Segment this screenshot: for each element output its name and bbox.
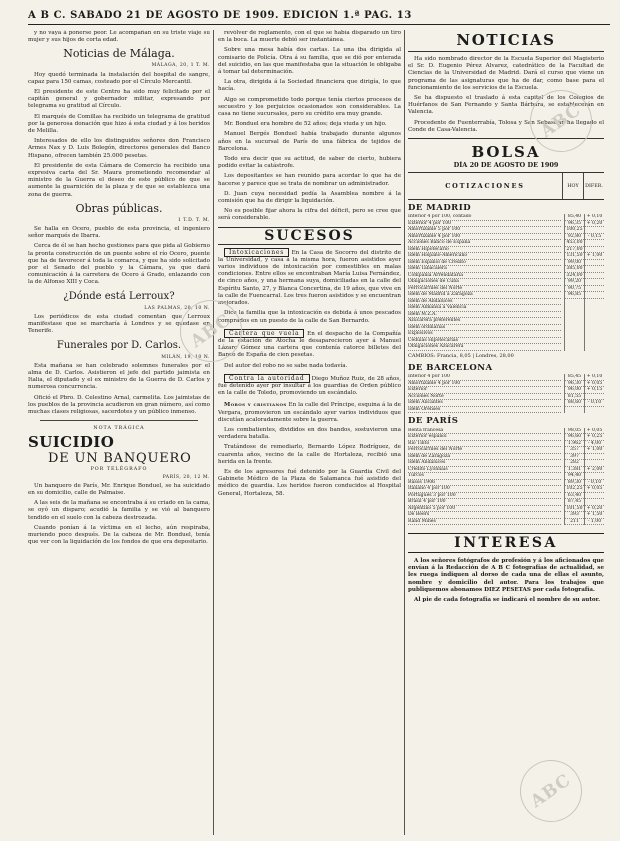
- suicidio-continued: Mr. Bonduel era hombre de 52 años; deja viuda y un hijo.: [224, 121, 387, 128]
- paris-listing-name: Crédito Lyonnais: [408, 467, 561, 474]
- paris-listing-value: 357: [565, 447, 584, 454]
- column-rule-2: [404, 30, 405, 835]
- barcelona-values: [564, 374, 584, 413]
- paris-listing-value: 1.962: [565, 441, 584, 448]
- suicidio-continued: Sobre una mesa había dos cartas. La una iba dirigida al comisario de Policía. Otra á su familia, que se dió por enterada del suicidio, en las que manifestaba que la situación le obligaba á tomar tal determinación.: [218, 47, 401, 76]
- madrid-listing-name: Obligaciones Azucarera: [408, 344, 561, 351]
- madrid-listing-name: Cédulas Hipotecarias: [408, 338, 561, 345]
- suicidio-paragraph: Un banquero de París, Mr. Enrique Bonduel, se ha suicidado en su domicilio, calle de Palmaise.: [28, 482, 210, 496]
- paris-listing-diff: + 0,05: [586, 427, 603, 433]
- madrid-values: [564, 214, 584, 351]
- madrid-listing-name: Compañía Arrendataria: [408, 273, 561, 280]
- column-1: [28, 30, 210, 835]
- barcelona-listing-value: 81,55: [565, 394, 584, 401]
- sucesos-headline: SUCESOS: [218, 227, 401, 245]
- cartera-heading: Cartera que vuela: [224, 329, 304, 338]
- paris-listing-diff: - 1,00: [585, 519, 604, 526]
- carlos-headline: Funerales por D. Carlos.: [56, 339, 182, 351]
- barcelona-listing-value: 88,60: [565, 400, 584, 407]
- obras-paragraph: Cerca de él se han hecho gestiones para que pida al Gobierno la pronta construcción de un puente sobre el río Ocero, puente que ha de favorecer á toda la comarca, y que ha sido solicitado por el Senado del pueblo y la Cámara, ya que dará comunicación á la carretera de Ocero á Grado, enlazando con la de Alfonso XIII y Coca.: [28, 243, 210, 286]
- madrid-listing-name: Idem Hipotecario: [408, 247, 561, 254]
- paris-listing-value: 211: [565, 519, 584, 526]
- madrid-listing-diff: + 0,20: [586, 220, 603, 226]
- column-rule-1: [213, 30, 214, 835]
- paris-listing-value: 397: [565, 454, 584, 461]
- madrid-listing-name: Obligaciones de Cuba: [408, 279, 561, 286]
- suicidio-continued: La otra, dirigida á la Sociedad financiera que dirigía, lo que hacía.: [218, 79, 401, 93]
- madrid-listing-value: 96,85: [565, 292, 584, 299]
- paris-listing-value: 393: [565, 512, 584, 519]
- madrid-listing-name: Idem Español de Crédito: [408, 260, 561, 267]
- barcelona-market-title: DE BARCELONA: [408, 363, 493, 374]
- cotizaciones-title: COTIZACIONES: [445, 181, 525, 190]
- madrid-listing-name: Idem de Madrid á Zaragoza: [408, 292, 561, 299]
- paris-listing-value: 89,30: [565, 480, 584, 487]
- paris-listing-diff: + 1,00: [586, 447, 603, 453]
- paris-listing-diff: + 0,20: [586, 505, 603, 511]
- madrid-listing-name: Azucarera preferentes: [408, 318, 561, 325]
- autoridad-text: Diego Muñoz Ruiz, de 28 años, fué detenido ayer por insultar á los guardias de Orden público en la calle de Toledo, promoviendo un escándalo.: [218, 375, 401, 397]
- paris-listing-diff: + 2,00: [586, 466, 603, 472]
- paris-listing-name: Renta francesa: [408, 428, 561, 435]
- paris-market: [408, 428, 604, 526]
- suicidio-continued: Manuel Bergés Bonduel había trabajado durante algunos años en la sucursal de París de una fábrica de tejidos de Barcelona.: [218, 131, 401, 152]
- intoxicaciones-text-2: Dice la familia que la intoxicación es debida á unos pescados comprados en un puesto de la calle de San Bernardo.: [218, 310, 401, 324]
- madrid-listing-name: Acciones Banco de España: [408, 240, 561, 247]
- barcelona-listing-name: Interior 4 por 100: [408, 374, 561, 381]
- suicidio-paragraph: A las seis de la mañana se encontraba á su criado en la cama, se oyó un disparo; acudió la familia y se vió al banquero tendido en el suelo con la cabeza destrozada.: [28, 500, 210, 521]
- madrid-listing-name: Ferrocarriles del Norte: [408, 286, 561, 293]
- madrid-differences: [584, 214, 604, 351]
- madrid-listing-name: Explosivos: [408, 331, 561, 338]
- madrid-listing-name: Idem M.Z.A.: [408, 312, 561, 319]
- moros-text: En la calle del Príncipe, esquina á la de Vergara, promovieron un escándalo ayer varios individuos que discutían acaloradamente sobre la guerra.: [218, 402, 401, 423]
- paris-listing-name: Brasil 4 por 100: [408, 499, 561, 506]
- madrid-listing-value: 131,50: [566, 253, 583, 259]
- paris-listing-name: Rusos 1906: [408, 480, 561, 487]
- obras-headline: Obras públicas.: [75, 201, 163, 215]
- telegrafo-label: POR TELÉGRAFO: [90, 467, 148, 473]
- lerroux-headline: ¿Dónde está Lerroux?: [63, 290, 175, 302]
- madrid-listing-name: Idem ordinarias: [408, 325, 561, 332]
- barcelona-names: [408, 374, 564, 413]
- madrid-listing-name: Interior 4 por 100, contado: [408, 214, 561, 221]
- paris-listing-value: 63,40: [565, 493, 584, 500]
- bolsa-headline: BOLSA: [471, 143, 541, 162]
- obras-paragraph: Se halla en Ocero, pueblo de esta provincia, el ingeniero señor marqués de Ibarra.: [28, 226, 210, 240]
- moros-text-2: Los combatientes, divididos en dos bandos, sostuvieron una verdadera batalla.: [218, 426, 401, 441]
- barcelona-listing-name: Acciones Norte: [408, 394, 561, 401]
- madrid-listing-name: Amortizable 5 por 100: [408, 227, 561, 234]
- noticias-paragraph: Se ha dispuesto el traslado á esta capital de los Colegios de Huérfanos de San Fernando y Santa Bárbara, se establecerán en Valencia.: [408, 95, 604, 116]
- paris-listing-name: Argentino 5 por 100: [408, 506, 561, 513]
- madrid-market-title: DE MADRID: [408, 203, 472, 214]
- paris-listing-value: 101,50: [566, 505, 583, 511]
- paris-listing-value: 102,25: [566, 486, 583, 492]
- paris-market-title: DE PARÍS: [408, 416, 459, 427]
- lerroux-paragraph: Los periódicos de esta ciudad comentan que Lerroux manifestase que se marcharía á Londres y se quedase en Tenerife.: [28, 313, 210, 335]
- madrid-listing-value: 324,00: [566, 272, 583, 278]
- madrid-listing-value: 99,00: [565, 260, 584, 267]
- carlos-paragraph: Esta mañana se han celebrado solemnes funerales por el alma de D. Carlos. Asistieron el jefe del partido jaimista en Italia, el diputado y el ex ministro de la Guerra de D. Carlos y numerosa concurrencia.: [28, 362, 210, 391]
- barcelona-listing-value: 96,30: [565, 381, 584, 388]
- madrid-listing-name: Idem Hispano-Americano: [408, 253, 561, 260]
- interesa-paragraph: Al pie de cada fotografía se indicará el nombre de su autor.: [414, 597, 601, 604]
- carlos-paragraph: Ofició el Pbro. D. Celestino Arnal, carmelita. Los jaimistas de los pueblos de la provincia acudieron en gran número, así como muchas clases religiosas, sacerdotes y un público inmenso.: [28, 394, 210, 415]
- malaga-paragraph: Interesados de ello los distinguidos señores don Francisco Armes Nax y D. Luis Bolegón, directores generales del Banco Hispano, ofrecen también 25.000 pesetas.: [28, 138, 210, 159]
- paris-listing-value: 98,05: [565, 428, 584, 435]
- paris-listing-name: Idem Andaluces: [408, 460, 561, 467]
- obras-dateline: 1 T.D. T. M.: [177, 217, 210, 223]
- paris-listing-diff: + 0,25: [586, 434, 603, 440]
- moros-text-3: Tratándose de remediarlo, Bernardo López Rodríguez, de cuarenta años, vecino de la calle de Hortaleza, recibió una herida en la frente.: [218, 444, 401, 465]
- carlos-dateline: MILÁN, 19, 10 N.: [161, 354, 210, 360]
- noticias-paragraph: Procedente de Fuenterrabía, Tolosa y San Sebastián ha llegado el Conde de Casa-Valencia.: [408, 119, 604, 133]
- madrid-listing-diff: + 1,00: [586, 253, 603, 259]
- col-hoy-header: HOY: [562, 173, 583, 199]
- column-2: [218, 30, 401, 835]
- madrid-listing-name: Idem de Andaluces: [408, 299, 561, 306]
- madrid-listing-value: 92,80: [565, 234, 584, 241]
- moros-text-4: Es de los agresores fué detenido por la Guardia Civil del Gabinete Médico de la Plaza de Salamanca fué asistido del médico de guardia. Los heridos fueron conducidos al Hospital General, Hortaleza, 58.: [218, 468, 401, 497]
- suicidio-continued: No es posible fijar ahora la cifra del déficit, pero se cree que será considerable.: [218, 208, 401, 222]
- malaga-paragraph: Hoy quedó terminada la instalación del hospital de sangre, capaz para 150 camas, costeado por el Círculo Mercantil.: [28, 71, 210, 85]
- paris-listing-name: Idem de Zaragoza: [408, 454, 561, 461]
- suicidio-continued: revólver de reglamento, con el que se había disparado un tiro en la boca. La muerte debió ser instantánea.: [218, 30, 401, 44]
- paris-listing-name: Rand Mines: [408, 519, 561, 526]
- madrid-listing-value: 90,75: [565, 286, 584, 293]
- noticias-paragraph: Ha sido nombrado director de la Escuela Superior del Magisterio el Sr. D. Eugenio Pérez Alvarez, catedrático de la Facultad de Ciencias de la Universidad de Madrid. Dará el curso que viene un programa de las asignaturas que ha de dar, como base para el funcionamiento de los servicios de la Escuela.: [408, 56, 604, 91]
- barcelona-listing-name: Idem Alicantes: [408, 400, 561, 407]
- madrid-listing-value: 85,40: [565, 214, 584, 221]
- suicidio-continued: Algo se comprometido todo porque tenía ciertos procesos de secuestro y los perjuicios ocasionados son considerables. La casa no tiene sucursales, pero su crédito era muy grande.: [218, 96, 401, 118]
- barcelona-listing-name: Idem Orenses: [408, 407, 561, 414]
- paris-differences: [584, 428, 604, 526]
- paris-listing-diff: + 1,50: [586, 512, 603, 518]
- paris-listing-diff: - 4,00: [585, 441, 604, 448]
- cambios-line: CAMBIOS: Francia, 8,05 | Londres, 28,00: [408, 352, 514, 359]
- paris-listing-name: De Beers: [408, 512, 561, 519]
- suicidio-continued: Todo era decir que su actitud, de saber de cierto, hubiera podido evitar la catástrofe.: [218, 156, 401, 170]
- madrid-listing-value: 385,00: [566, 266, 583, 272]
- column-3: [408, 30, 604, 835]
- madrid-listing-name: Exterior 4 por 100: [408, 221, 561, 228]
- madrid-listing-value: 100,25: [566, 227, 583, 233]
- paris-listing-value: 282: [565, 460, 584, 467]
- madrid-listing-name: Idem Almansa á Valencia: [408, 305, 561, 312]
- cotizaciones-header: [408, 172, 604, 200]
- watermark-seal: ABC: [518, 78, 604, 164]
- paris-listing-diff: + 0,05: [586, 486, 603, 492]
- paris-listing-name: Portugués 3 por 100: [408, 493, 561, 500]
- paris-listing-name: Ferrocarriles del Norte: [408, 447, 561, 454]
- barcelona-listing-value: 85,45: [565, 374, 584, 381]
- madrid-listing-value: 96,35: [565, 221, 584, 228]
- masthead: A B C. SABADO 21 DE AGOSTO DE 1909. EDICION 1.ª PAG. 13: [28, 10, 610, 25]
- intoxicaciones-text: En la Casa de Socorro del distrito de la Universidad, y casa á la misma hora, fueron asistidos ayer varios individuos de intoxicación por comestibles en malas condiciones. Entre ellos se encontraban María Luisa Fernández, de cinco años, y una hermana suya, domiciliadas en la calle del Espíritu Santo, 27, y Blanca Concertina, de 19 años, que vive en la calle de Fuencarral. Los tres fueron asistidos y se encuentran mejorados.: [218, 249, 401, 307]
- madrid-listing-diff: + 0,10: [586, 214, 603, 220]
- paris-listing-name: Río Tinto: [408, 441, 561, 448]
- suicidio-headline: SUICIDIO: [28, 433, 115, 452]
- malaga-paragraph: El marqués de Comillas ha recibido un telegrama de gratitud por la generosa donación que hizo á esta ciudad y á los heridos de Melilla.: [28, 113, 210, 135]
- madrid-listing-value: 453,00: [566, 240, 583, 246]
- interesa-paragraph: A los señores fotógrafos de profesión y á los aficionados que envían á la Redacción de A B C fotografías de actualidad, se les ruega indiquen al dorso de cada una de ellas el asunto, nombre y domicilio del autor. Para los trabajos que publiquemos abonamos DIEZ PESETAS por cada fotografía.: [408, 558, 604, 593]
- cartera-text: En el despacho de la Compañía de la estación de Atocha le desaparecieron ayer á Manuel Lázaro Gómez una cartera que contenía catorce billetes del Banco de España de cien pesetas.: [218, 330, 401, 359]
- malaga-dateline: MÁLAGA, 20, 1 T. M.: [151, 63, 210, 69]
- interesa-headline: INTERESA: [408, 533, 604, 553]
- madrid-listing-diff: - 0,15: [585, 234, 604, 241]
- barcelona-listing-diff: - 0,10: [585, 400, 604, 407]
- paris-listing-value: 1.381: [565, 467, 584, 474]
- nota-tragica-label: NOTA TRÁGICA: [93, 426, 145, 432]
- lerroux-dateline: LAS PALMAS, 20, 10 N.: [144, 305, 210, 311]
- barcelona-listing-diff: + 0,05: [586, 380, 603, 386]
- barcelona-listing-diff: + 0,15: [586, 387, 603, 393]
- intro-text: y no vaya á ponerse peor. Le acompañan en su triste viaje su mujer y sus hijos de corta edad.: [28, 30, 210, 44]
- madrid-listing-diff: [585, 292, 604, 299]
- madrid-listing-value: 217,00: [566, 246, 583, 252]
- watermark-seal: ABC: [508, 748, 594, 834]
- madrid-names: [408, 214, 564, 351]
- noticias-headline: NOTICIAS: [408, 32, 604, 52]
- suicidio-paragraph: Cuando ponían á la víctima en el lecho, aún respiraba, muriendo poco después. De la cabeza de Mr. Bonduel, tenía que ver con la liquidación de los fondos de que era depositario.: [28, 524, 210, 546]
- autoridad-heading: Contra la autoridad: [224, 374, 310, 383]
- suicidio-continued: Los depositantes se han reunido para acordar lo que ha de hacerse y parece que se trata de nombrar un administrador.: [218, 173, 401, 187]
- suicidio-dateline: PARÍS, 20, 12 M.: [162, 474, 210, 480]
- paris-listing-name: Exterior español: [408, 434, 561, 441]
- paris-listing-name: Italiano 4 por 100: [408, 486, 561, 493]
- moros-heading: Moros y cristianos: [224, 402, 287, 409]
- madrid-market: [408, 214, 604, 351]
- malaga-paragraph: El presidente de este Centro ha sido muy felicitado por el capitán general y gobernador militar, expresando por telegrama su gratitud al Círculo.: [28, 89, 210, 110]
- paris-values: [564, 428, 584, 526]
- paris-listing-diff: - 0,10: [585, 480, 604, 487]
- barcelona-listing-name: Amortizable 4 por 100: [408, 381, 561, 388]
- barcelona-listing-name: Exterior: [408, 387, 561, 394]
- paris-listing-name: Turcos: [408, 473, 561, 480]
- madrid-listing-name: Amortizable 4 por 100: [408, 234, 561, 241]
- section-divider: [40, 420, 198, 421]
- intoxicaciones-heading: Intoxicaciones: [224, 248, 289, 257]
- madrid-listing-name: Idem Tabacalera: [408, 266, 561, 273]
- col-difer-header: DIFER.: [583, 173, 604, 199]
- malaga-paragraph: El presidente de esta Cámara de Comercio ha recibido una expresiva carta del Sr. Maura prometiendo recomendar al ministro de la Guerra el deseo de este público de que se aumente la guarnición de la plaza y de que se establezca una zona de guerra.: [28, 162, 210, 198]
- cartera-text-2: Del autor del robo no se sabe nada todavía.: [224, 362, 348, 369]
- barcelona-listing-diff: + 0,10: [586, 374, 603, 380]
- madrid-listing-value: 99,20: [565, 279, 584, 286]
- banquero-headline: DE UN BANQUERO: [48, 451, 192, 467]
- barcelona-market: [408, 374, 604, 413]
- suicidio-continued: D. Juan cuya necesidad pedía la Asamblea nombre á la comisión que ha de dirigir la liquidación.: [218, 190, 401, 205]
- paris-listing-value: 94,40: [565, 473, 584, 480]
- watermark-seal: ABC: [168, 288, 254, 374]
- barcelona-listing-value: 96,00: [565, 387, 584, 394]
- paris-listing-value: 96,60: [565, 434, 584, 441]
- paris-names: [408, 428, 564, 526]
- malaga-headline: Noticias de Málaga.: [63, 47, 175, 61]
- barcelona-differences: [584, 374, 604, 413]
- bolsa-date: DÍA 20 DE AGOSTO DE 1909: [453, 161, 559, 170]
- paris-listing-value: 87,45: [565, 499, 584, 506]
